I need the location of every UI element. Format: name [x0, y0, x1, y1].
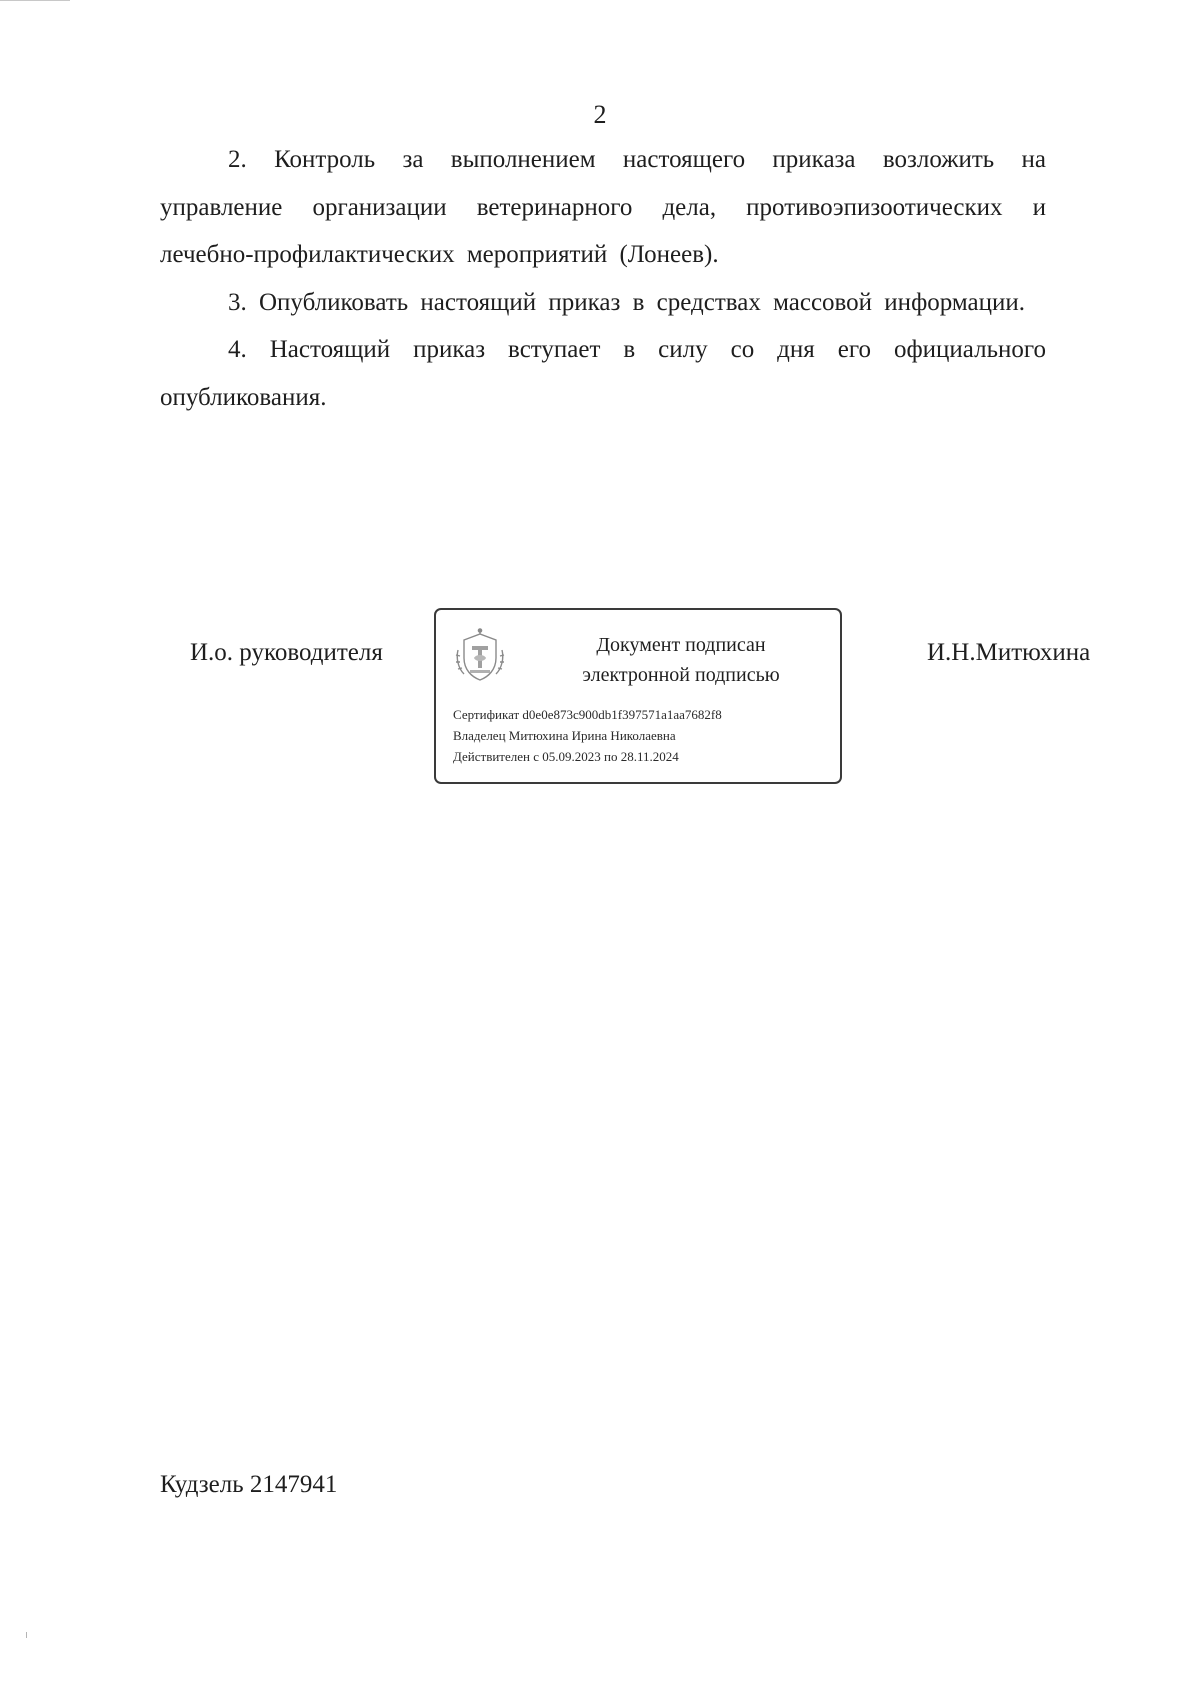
stamp-heading-line1: Документ подписан: [596, 634, 766, 656]
scan-speck: [26, 1632, 27, 1638]
paragraph-publish: 3. Опубликовать настоящий приказ в средствах массовой информации.: [228, 288, 1026, 316]
document-body: [160, 136, 1046, 421]
electronic-signature-stamp: [434, 608, 842, 784]
regional-coat-of-arms-icon: [454, 628, 506, 684]
scan-edge-mark: [0, 0, 70, 1]
stamp-details: [453, 704, 833, 767]
stamp-heading-line2: электронной подписью: [582, 664, 780, 686]
stamp-owner: Владелец Митюхина Ирина Николаевна: [453, 728, 676, 743]
paragraph-control: 2. Контроль за выполнением настоящего приказа возложить на управление организации ветеринарного дела, противоэпизоотических и лечебно-профилактических мероприятий (Лонеев).: [160, 146, 1046, 268]
stamp-heading: [536, 630, 826, 690]
page-number: 2: [593, 100, 607, 129]
signer-name: И.Н.Митюхина: [927, 639, 1091, 666]
paragraph-effective-date: 4. Настоящий приказ вступает в силу со дня его официального опубликования.: [160, 336, 1046, 411]
executor-note: Кудзель 2147941: [160, 1471, 338, 1498]
signer-position: И.о. руководителя: [190, 639, 383, 666]
stamp-certificate: Сертификат d0e0e873c900db1f397571a1aa7682f8: [453, 707, 722, 722]
stamp-validity: Действителен с 05.09.2023 по 28.11.2024: [453, 749, 679, 764]
